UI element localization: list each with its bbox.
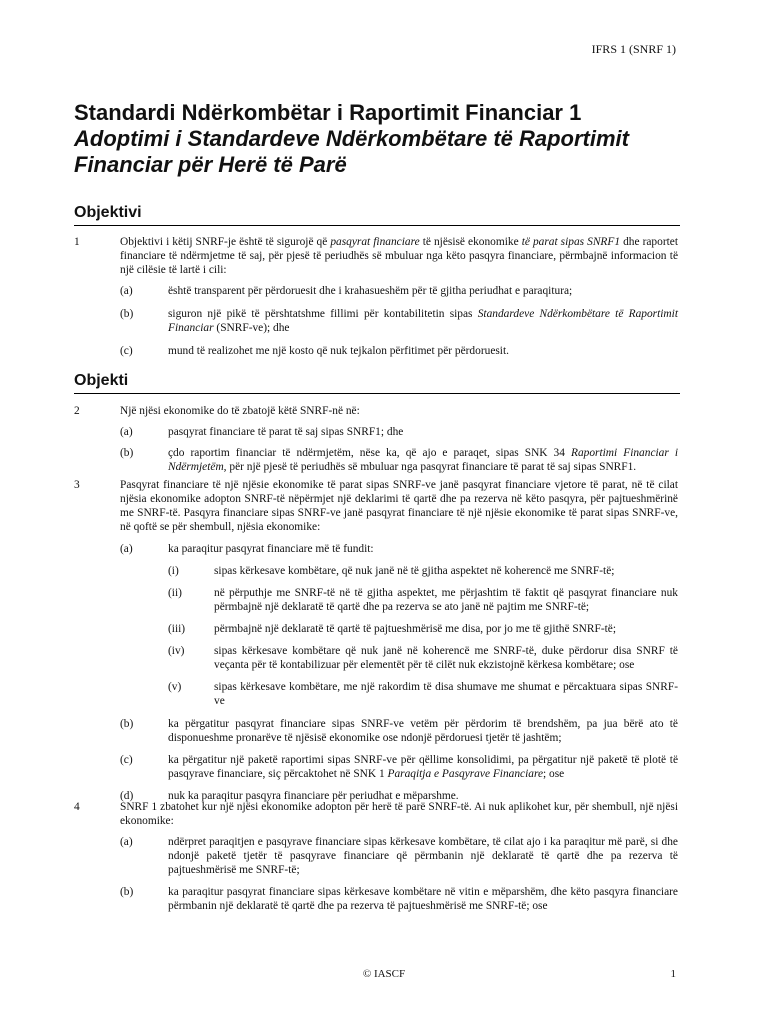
title-subtitle: Adoptimi i Standardeve Ndërkombëtare të Raportimit Financiar për Herë të Parë: [74, 126, 629, 177]
list-item: (a) ka paraqitur pasqyrat financiare më të fundit:: [120, 543, 374, 555]
section-heading-objekti: Objekti: [74, 372, 680, 394]
sub-list-item: (i) sipas kërkesave kombëtare, që nuk janë në të gjitha aspektet në koherencë me SNRF-të;: [168, 565, 615, 577]
paragraph-text: Një njësi ekonomike do të zbatojë këtë SNRF-në në:: [120, 405, 360, 417]
paragraph-text: Pasqyrat financiare të një njësie ekonomike të parat sipas SNRF-ve janë pasqyrat financiare vjetore të parat, në të cilat njësia ekonomike adopton SNRF-të nëpërmjet një deklarimi të qartë dhe pa rezerva në këto pasqyra, për pajtueshmërinë me SNRF-të. Pasqyra financiare sipas SNRF-ve janë pasqyrat financiare të një njësie ekonomike të parat sipas SNRF-ve, në qoftë se për shembull, njësia ekonomike:: [120, 479, 678, 533]
paragraph-3: [74, 478, 678, 803]
running-header: IFRS 1 (SNRF 1): [591, 42, 676, 56]
list-item: (b) siguron një pikë të përshtatshme fillimi për kontabilitetin sipas Standardeve Ndërkombëtare të Raportimit Financiar (SNRF-ve); dhe: [120, 308, 678, 334]
paragraph-text: SNRF 1 zbatohet kur një njësi ekonomike adopton për herë të parë SNRF-të. Ai nuk aplikohet kur, për shembull, një njësi ekonomike:: [120, 801, 678, 827]
list-item: (b) çdo raportim financiar të ndërmjetëm, nëse ka, që ajo e paraqet, sipas SNK 34 Raportimi Financiar i Ndërmjetëm, për një pjesë të periudhës së mbuluar nga pasqyrat financiare të parat të saj sipas SNRF1.: [120, 447, 678, 473]
paragraph-number: 2: [74, 405, 80, 417]
sub-list-item: (iii) përmbajnë një deklaratë të qartë të pajtueshmërisë me disa, por jo me të gjithë SNRF-të;: [168, 623, 617, 635]
list-item: (d) nuk ka paraqitur pasqyra financiare për periudhat e mëparshme.: [120, 790, 459, 802]
paragraph-text: Objektivi i këtij SNRF-je është të sigurojë që pasqyrat financiare të njësisë ekonomike të parat sipas SNRF1 dhe raportet financiare të ndërmjetme të saj, për pjesë të periudhës së mbuluar nga këto pasqyra financiare, përmbajnë informacion të një cilësie të lartë i cili:: [120, 236, 678, 276]
list-item: (a) është transparent për përdoruesit dhe i krahasueshëm për të gjitha periudhat e paraqitura;: [120, 285, 573, 297]
title-main: Standardi Ndërkombëtar i Raportimit Financiar 1: [74, 100, 582, 125]
sub-list-item: (v) sipas kërkesave kombëtare, me një rakordim të disa shumave me shumat e përcaktuara sipas SNRF-ve: [168, 681, 678, 707]
sub-list-item: (ii) në përputhje me SNRF-të në të gjitha aspektet, me përjashtim të faktit që pasqyrat financiare nuk përmbajnë një deklaratë të qartë dhe pa rezerva se ato janë në pajtim me SNRF-të;: [168, 587, 678, 613]
list-item: (c) ka përgatitur një paketë raportimi sipas SNRF-ve për qëllime konsolidimi, pa përgatitur një paketë të plotë të pasqyrave financiare, siç përcaktohet në SNK 1 Paraqitja e Pasqyrave Financiare; ose: [120, 754, 678, 780]
document-title: [74, 100, 694, 178]
sub-list-item: (iv) sipas kërkesave kombëtare që nuk janë në koherencë me SNRF-të, duke përdorur disa SNRF të veçanta për të kontabilizuar për elementët për të cilët nuk ekzistojnë kërkesa kombëtare; ose: [168, 645, 678, 671]
list-item: (c) mund të realizohet me një kosto që nuk tejkalon përfitimet për përdoruesit.: [120, 345, 509, 357]
footer-copyright: © IASCF: [362, 968, 406, 980]
paragraph-number: 3: [74, 479, 80, 491]
list-item: (a) pasqyrat financiare të parat të saj sipas SNRF1; dhe: [120, 426, 404, 438]
page-number: 1: [670, 968, 676, 980]
section-heading-objektivi: Objektivi: [74, 204, 680, 226]
list-item: (a) ndërpret paraqitjen e pasqyrave financiare sipas kërkesave kombëtare, të cilat ajo i ka paraqitur më parë, si dhe ndonjë paketë tjetër të pasqyrave financiare që përmbanin një deklaratë të qartë dhe pa rezerva të pajtueshmërisë me SNRF-të;: [120, 836, 678, 876]
list-item: (b) ka përgatitur pasqyrat financiare sipas SNRF-ve vetëm për përdorim të brendshëm, pa jua bërë ato të disponueshme pronarëve të njësisë ekonomike ose ndonjë përdoruesi tjetër të jashtëm;: [120, 718, 678, 744]
list-item: (b) ka paraqitur pasqyrat financiare sipas kërkesave kombëtare në vitin e mëparshëm, dhe këto pasqyra financiare përmbanin një deklaratë të qartë dhe pa rezerva të pajtueshmërisë me SNRF-të; ose: [120, 886, 678, 912]
paragraph-4: [74, 800, 678, 913]
paragraph-number: 4: [74, 801, 80, 813]
paragraph-2: [74, 404, 678, 474]
paragraph-number: 1: [74, 236, 80, 248]
paragraph-1: [74, 235, 678, 358]
